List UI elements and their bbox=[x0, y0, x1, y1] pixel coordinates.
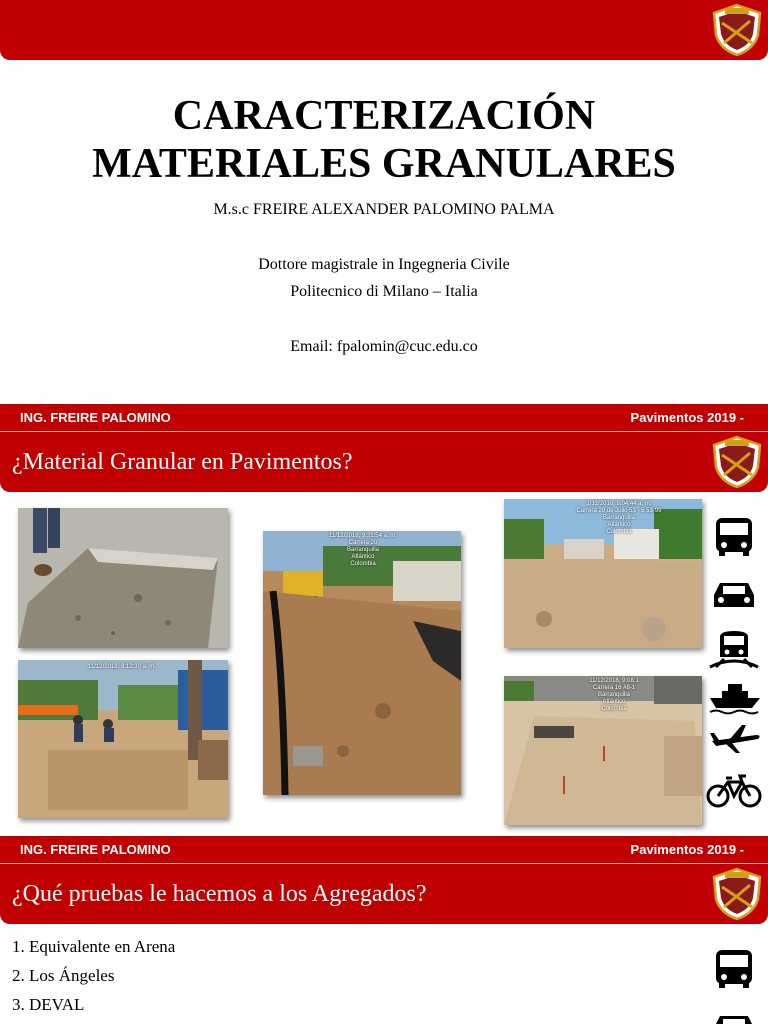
bicycle-icon bbox=[706, 770, 762, 810]
footer-course: Pavimentos 2019 - bbox=[630, 842, 744, 857]
train-icon bbox=[706, 629, 762, 669]
email-line: Email: fpalomin@cuc.edu.co bbox=[290, 338, 478, 355]
photo-street-excavation bbox=[504, 499, 702, 648]
footer-bar bbox=[0, 836, 768, 864]
bus-icon bbox=[706, 516, 762, 556]
list-item: 2. Los Ángeles bbox=[12, 966, 115, 985]
photo-timestamp: 11/12/2018, 9:21:54 a. m. Carrera 20 Barranquilla Atlántico Colombia bbox=[329, 533, 397, 567]
degree-line: Dottore magistrale in Ingegneria Civile bbox=[258, 256, 510, 273]
tests-list bbox=[12, 932, 175, 1019]
photo-timestamp: 11/12/2018, 9:12:30 a. m. bbox=[88, 664, 156, 670]
slide3-title-bar bbox=[0, 864, 768, 924]
author-name: M.s.c FREIRE ALEXANDER PALOMINO PALMA bbox=[213, 201, 555, 218]
cuc-logo-icon bbox=[710, 435, 764, 489]
bus-icon bbox=[706, 948, 762, 988]
footer-course: Pavimentos 2019 - bbox=[630, 410, 744, 425]
photo-pothole-patch bbox=[18, 508, 228, 648]
photo-sidewalk-workers bbox=[18, 660, 228, 818]
ship-icon bbox=[706, 676, 762, 716]
slide2-title-bar bbox=[0, 432, 768, 492]
photo-trench-backhoe bbox=[263, 531, 461, 795]
photo-graded-road bbox=[504, 676, 702, 825]
slide3-title: ¿Qué pruebas le hacemos a los Agregados? bbox=[12, 880, 427, 907]
cuc-logo-icon bbox=[710, 3, 764, 57]
cuc-logo-icon bbox=[710, 867, 764, 921]
footer-bar bbox=[0, 404, 768, 432]
slide2-title: ¿Material Granular en Pavimentos? bbox=[12, 448, 353, 475]
title-line-1: CARACTERIZACIÓN bbox=[172, 93, 596, 139]
car-icon bbox=[706, 573, 762, 613]
title-line-2: MATERIALES GRANULARES bbox=[92, 141, 676, 187]
footer-author: ING. FREIRE PALOMINO bbox=[20, 842, 171, 857]
airplane-icon bbox=[706, 719, 762, 759]
list-item: 1. Equivalente en Arena bbox=[12, 937, 176, 956]
photo-timestamp: 11/12/2018, 9:08:1 Carrera 16 #8-1 Barranquilla Atlántico Colombia bbox=[589, 678, 639, 712]
photo-timestamp: 1/12/2018, 9:04:44 a. m. Carrera 20 de Julio 53 - 6 53-99 Barranquilla Atlántico Colombia bbox=[576, 501, 662, 535]
institution-line: Politecnico di Milano – Italia bbox=[290, 283, 478, 300]
presentation-title bbox=[0, 92, 768, 188]
slide1-header-bar bbox=[0, 0, 768, 60]
footer-author: ING. FREIRE PALOMINO bbox=[20, 410, 171, 425]
list-item: 3. DEVAL bbox=[12, 995, 85, 1014]
car-icon bbox=[706, 1006, 762, 1024]
